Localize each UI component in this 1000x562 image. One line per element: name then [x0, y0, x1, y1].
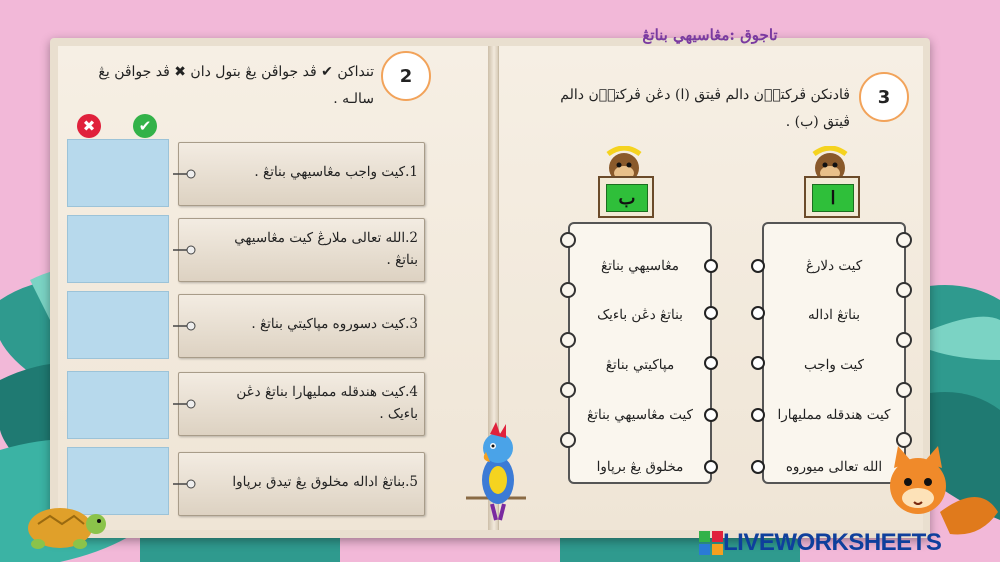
- column-a-item-4: کيت هندقله ممليهارا: [777, 407, 891, 423]
- logo-text: LIVEWORKSHEETS: [723, 529, 942, 556]
- spiral-ring: [560, 232, 576, 248]
- column-b-label: ب: [606, 184, 648, 212]
- match-dot-b2[interactable]: [704, 306, 718, 320]
- page-title: تاجوق :مڠاسيهي بناتڠ: [642, 26, 778, 44]
- wrong-header-icon: ✖: [77, 114, 101, 138]
- liveworksheets-logo: [699, 530, 941, 556]
- match-dot-b4[interactable]: [704, 408, 718, 422]
- match-dot-b1[interactable]: [704, 259, 718, 273]
- match-dot-a1[interactable]: [751, 259, 765, 273]
- column-a-item-5: الله تعالى ميوروه: [785, 459, 883, 475]
- column-b-item-3: مپاکيتي بناتڠ: [605, 357, 675, 373]
- pin-icon: [173, 321, 197, 331]
- pin-icon: [173, 169, 197, 179]
- column-b-item-2: بناتڠ دڠن باءيک: [597, 307, 683, 323]
- spiral-ring: [896, 282, 912, 298]
- column-a-item-2: بناتڠ اداله: [807, 307, 861, 323]
- column-a-item-1: کيت دلارڠ: [805, 258, 863, 274]
- spiral-ring: [560, 432, 576, 448]
- pin-icon: [173, 399, 197, 409]
- spiral-ring: [560, 332, 576, 348]
- match-dot-a2[interactable]: [751, 306, 765, 320]
- column-b-item-1: مڠاسيهي بناتڠ: [601, 258, 679, 274]
- check-header-icon: ✔: [133, 114, 157, 138]
- statement-card-3: [178, 294, 425, 358]
- answer-box-3[interactable]: [67, 291, 169, 359]
- match-dot-a3[interactable]: [751, 356, 765, 370]
- cat-icon: [880, 442, 1000, 542]
- exercise-number-badge: 2: [381, 51, 431, 101]
- column-b-item-4: کيت مڠاسيهي بناتڠ: [587, 407, 693, 423]
- match-dot-b3[interactable]: [704, 356, 718, 370]
- spiral-ring: [560, 282, 576, 298]
- column-b-item-5: مخلوق يڠ برڽاوا: [596, 459, 684, 475]
- statement-text: 2.الله تعالى ملارڠ کيت مڠاسيهي بناتڠ .: [234, 230, 418, 268]
- pin-icon: [173, 245, 197, 255]
- spiral-ring: [560, 382, 576, 398]
- exercise-instruction: [72, 59, 374, 113]
- column-a-label: ا: [812, 184, 854, 212]
- exercise-number-badge-3: 3: [859, 72, 909, 122]
- monkey-sign-a: [798, 146, 862, 228]
- answer-box-4[interactable]: [67, 371, 169, 439]
- instruction-text: تنداکن ✔ ڤد جواڤن يڠ بتول دان ✖ ڤد جواڤن يڠ سالـه .: [98, 64, 374, 107]
- monkey-sign-b: [592, 146, 656, 228]
- statement-card-2: [178, 218, 425, 282]
- match-dot-a4[interactable]: [751, 408, 765, 422]
- statement-card-4: [178, 372, 425, 436]
- statement-text: 3.کيت دسوروه مپاکيتي بناتڠ .: [251, 316, 418, 332]
- answer-box-1[interactable]: [67, 139, 169, 207]
- turtle-icon: [18, 494, 108, 552]
- spiral-ring: [896, 232, 912, 248]
- column-b-notebook: [568, 222, 712, 484]
- match-dot-b5[interactable]: [704, 460, 718, 474]
- pin-icon: [173, 479, 197, 489]
- statement-text: 4.کيت هندقله ممليهارا بناتڠ دڠن باءيک .: [236, 384, 418, 422]
- column-a-item-3: کيت واجب: [804, 357, 864, 373]
- match-dot-a5[interactable]: [751, 460, 765, 474]
- parrot-icon: [466, 420, 530, 524]
- statement-text: 5.بناتڠ اداله مخلوق يڠ تيدق برڽاوا: [232, 474, 418, 490]
- spiral-ring: [896, 332, 912, 348]
- matching-instruction: ڤادنکن ڤرکتا۟ن دالم ڤيتق (ا) دڠن ڤرکتا۟ن دالم ڤيتق (ب) .: [560, 87, 850, 130]
- statement-card-5: [178, 452, 425, 516]
- spiral-ring: [896, 382, 912, 398]
- answer-box-2[interactable]: [67, 215, 169, 283]
- logo-mark-icon: [699, 531, 723, 555]
- statement-card-1: [178, 142, 425, 206]
- statement-text: 1.کيت واجب مڠاسيهي بناتڠ .: [254, 164, 418, 180]
